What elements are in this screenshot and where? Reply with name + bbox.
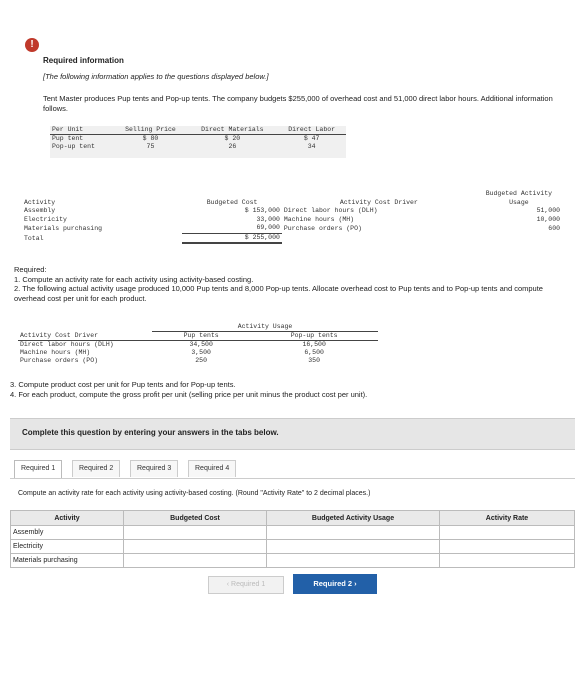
table-cell: Electricity [24, 215, 67, 223]
required-section-2 [10, 380, 570, 399]
col-header: Activity Cost Driver [18, 332, 152, 341]
budgeted-usage-input[interactable] [267, 554, 440, 568]
budgeted-usage-input[interactable] [267, 540, 440, 554]
col-header: Budgeted Cost [206, 198, 258, 206]
prev-button[interactable]: ‹ Required 1 [208, 576, 284, 594]
intro-text: Tent Master produces Pup tents and Pop-up tents. The company budgets $255,000 of overhead cost and 51,000 direct labor hours. Additional information follows. [43, 94, 553, 113]
activity-label: Electricity [11, 540, 124, 554]
tab-instruction: Compute an activity rate for each activity using activity-based costing. (Round "Activity Rate" to 2 decimal places.) [18, 490, 371, 497]
table-cell: 33,000 [256, 215, 280, 223]
col-header: Per Unit [50, 126, 113, 135]
table-cell: 34 [307, 143, 316, 150]
table-row [22, 233, 562, 243]
table-cell: $ 153,000 [244, 207, 280, 214]
table-cell: 250 [195, 357, 207, 364]
col-header: Budgeted Cost [124, 511, 267, 526]
col-header: Direct Labor [277, 126, 346, 135]
table-cell: Pop-up tent [52, 143, 95, 150]
required-label: Required: [14, 265, 47, 274]
banner-text: Complete this question by entering your answers in the tabs below. [22, 428, 279, 437]
required-section [14, 265, 574, 303]
table-cell: Direct labor hours (DLH) [20, 341, 114, 348]
budgeted-cost-input[interactable] [124, 526, 267, 540]
table-cell: Purchase orders (PO) [20, 357, 99, 364]
col-header: Pop-up tents [250, 332, 378, 341]
table-cell: 69,000 [182, 224, 282, 233]
table-cell: $ 20 [224, 135, 241, 142]
table-row [18, 349, 378, 357]
next-button[interactable]: Required 2 › [293, 574, 377, 594]
table-cell: Materials purchasing [24, 224, 103, 232]
table-cell: Machine hours (MH) [20, 349, 91, 356]
table-cell: Machine hours (MH) [283, 215, 355, 223]
col-header: Selling Price [113, 126, 187, 135]
table-cell: $ 47 [303, 135, 320, 142]
activity-table [22, 190, 562, 250]
product-table [50, 126, 346, 158]
required-item-2: 2. The following actual activity usage produced 10,000 Pup tents and 8,000 Pop-up tents. Allocate overhead cost to Pup tents and to Pop-up tents and compute overhead cost per unit for each product. [14, 284, 543, 303]
table-cell: $ 80 [142, 135, 159, 142]
table-cell: 600 [548, 224, 560, 232]
table-cell: 3,500 [191, 349, 211, 356]
table-cell: 26 [228, 143, 237, 150]
activity-label: Assembly [11, 526, 124, 540]
table-cell: 6,500 [304, 349, 324, 356]
table-cell: Direct labor hours (DLH) [283, 207, 378, 214]
table-row [11, 540, 575, 554]
activity-rate-input[interactable] [440, 540, 575, 554]
table-row [11, 526, 575, 540]
table-cell: Purchase orders (PO) [283, 224, 362, 232]
table-row [11, 554, 575, 568]
table-row [50, 135, 346, 144]
activity-rate-input[interactable] [440, 554, 575, 568]
table-cell: 16,500 [302, 341, 326, 348]
group-header: Activity Usage [152, 323, 378, 332]
table-cell [476, 233, 562, 243]
tab-required-4[interactable]: Required 4 [188, 460, 236, 477]
required-item-3: 3. Compute product cost per unit for Pup tents and for Pop-up tents. [10, 380, 236, 389]
col-header: Activity Rate [440, 511, 575, 526]
table-cell: Total [24, 234, 44, 242]
activity-rate-input[interactable] [440, 526, 575, 540]
table-cell: 51,000 [536, 207, 560, 214]
table-cell: 10,000 [536, 215, 560, 223]
col-header: Activity [24, 198, 56, 206]
answer-grid [10, 510, 575, 568]
col-header: Budgeted Activity Usage [267, 511, 440, 526]
col-header: Direct Materials [187, 126, 277, 135]
table-cell: Assembly [24, 207, 56, 214]
table-row [18, 357, 378, 365]
table-cell: 34,500 [189, 341, 213, 348]
tab-required-3[interactable]: Required 3 [130, 460, 178, 477]
alert-icon: ! [25, 38, 39, 52]
col-header: Activity Cost Driver [339, 198, 418, 206]
table-row [18, 341, 378, 350]
table-cell: Pup tent [52, 135, 84, 142]
col-header: Pup tents [152, 332, 250, 341]
table-cell: 75 [146, 143, 155, 150]
table-cell [282, 233, 476, 243]
col-header: Activity [11, 511, 124, 526]
activity-label: Materials purchasing [11, 554, 124, 568]
budgeted-cost-input[interactable] [124, 540, 267, 554]
table-cell: $ 255,000 [182, 233, 282, 243]
budgeted-usage-input[interactable] [267, 526, 440, 540]
table-row [22, 224, 562, 233]
tab-required-1[interactable]: Required 1 [14, 460, 62, 478]
required-item-1: 1. Compute an activity rate for each activity using activity-based costing. [14, 274, 254, 284]
info-note: [The following information applies to the questions displayed below.] [43, 72, 269, 81]
required-item-4: 4. For each product, compute the gross profit per unit (selling price per unit minus the product cost per unit). [10, 389, 368, 399]
budgeted-cost-input[interactable] [124, 554, 267, 568]
tab-required-2[interactable]: Required 2 [72, 460, 120, 477]
page-title: Required information [43, 56, 124, 65]
instruction-banner [10, 418, 575, 450]
table-row [22, 216, 562, 225]
table-cell: 350 [308, 357, 320, 364]
usage-table [18, 323, 378, 365]
tab-bar [10, 456, 575, 479]
table-row [22, 207, 562, 216]
table-row [50, 143, 346, 151]
col-header: Budgeted Activity Usage [485, 190, 553, 206]
